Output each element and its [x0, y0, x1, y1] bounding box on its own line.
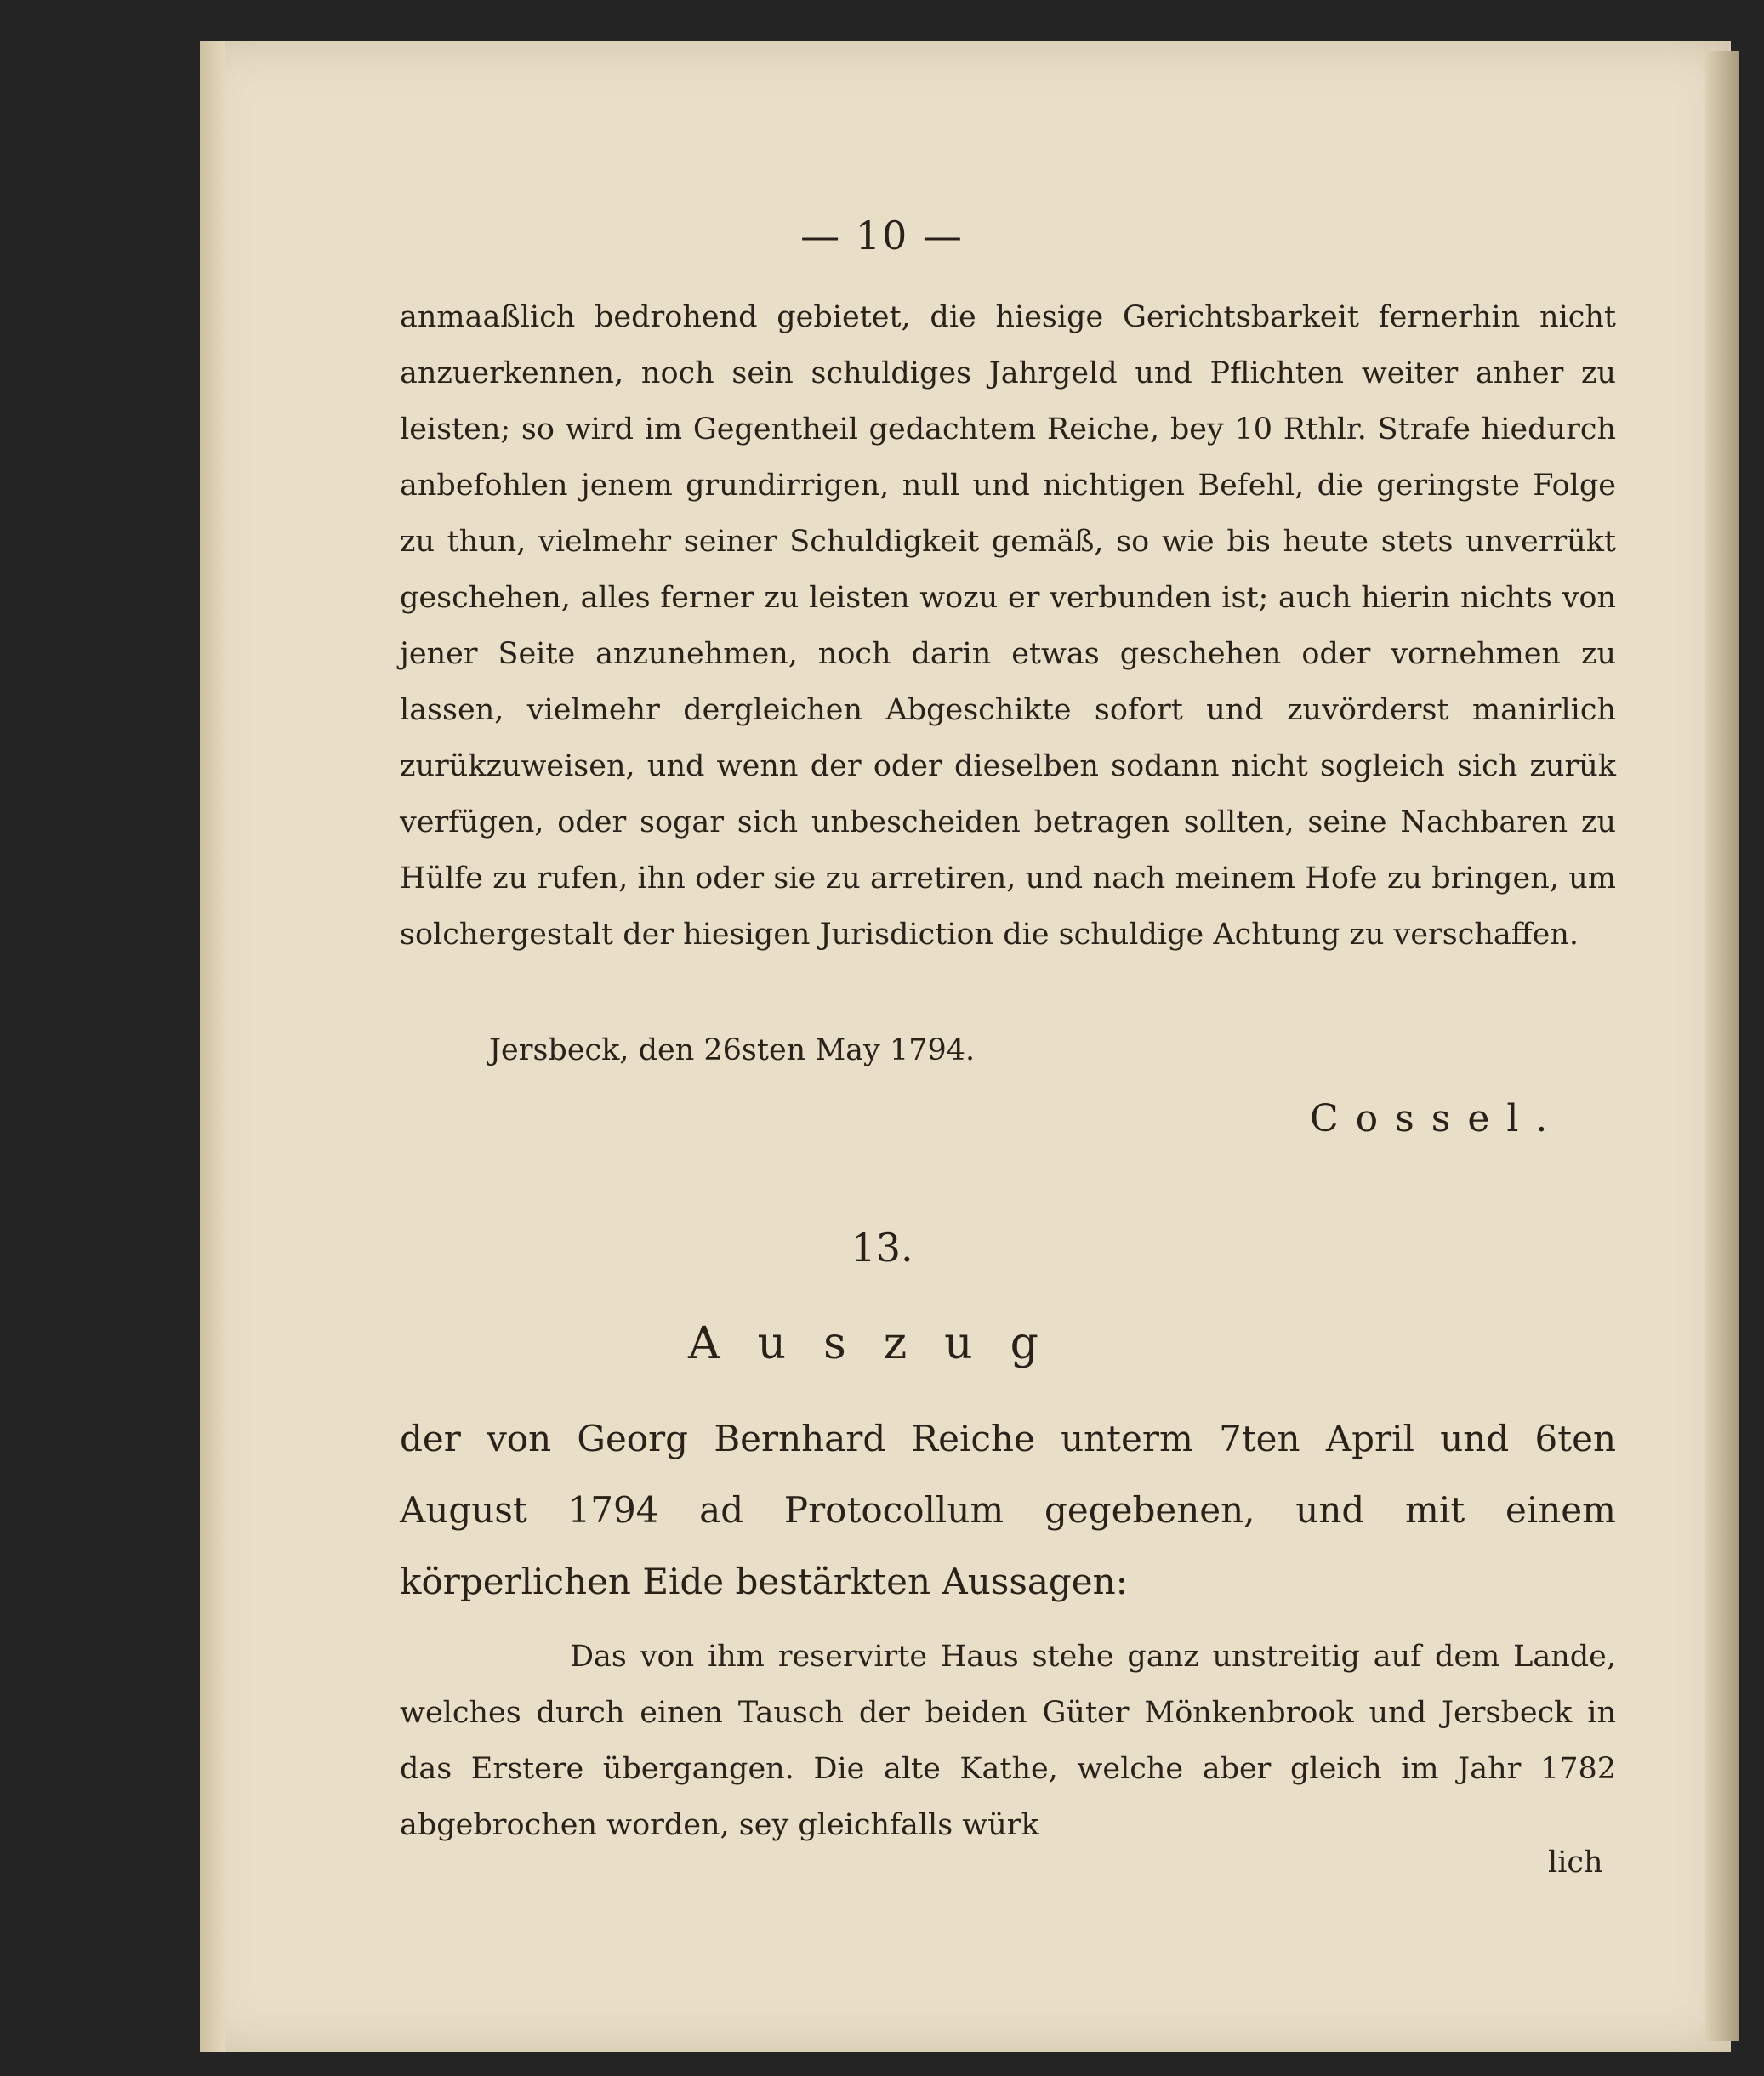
page-edge [1705, 51, 1739, 2041]
page-number: — 10 — [800, 213, 964, 259]
paragraph-ordinance: anmaaßlich bedrohend gebietet, die hiesige Gerichtsbarkeit fernerhin nicht anzuerkennen, noch sein schuldiges Jahrgeld und Pflichten weiter anher zu leisten; so wird im Gegentheil gedachtem Reiche, bey 10 Rthlr. Strafe hiedurch anbefohlen jenem grundirrigen, null und nichtigen Befehl, die geringste Folge zu thun, vielmehr seiner Schuldigkeit gemäß, so wie bis heute stets unverrükt geschehen, alles ferner zu leisten wozu er verbunden ist; auch hierin nichts von jener Seite anzunehmen, noch darin etwas geschehen oder vornehmen zu lassen, vielmehr dergleichen Abgeschikte sofort und zuvörderst manirlich zurükzuweisen, und wenn der oder dieselben sodann nicht sogleich sich zurük verfügen, oder sogar sich unbescheiden betragen sollten, seine Nachbaren zu Hülfe zu rufen, ihn oder sie zu arretiren, und nach meinem Hofe zu bringen, um solchergestalt der hiesigen Jurisdiction die schuldige Achtung zu verschaffen. [400, 300, 1616, 952]
section-number: 13. [851, 1225, 913, 1271]
page-gutter [200, 41, 225, 2052]
catchword: lich [1548, 1846, 1603, 1880]
place-date-line: Jersbeck, den 26sten May 1794. [489, 1033, 976, 1067]
section-title: Auszug [688, 1318, 1076, 1369]
paragraph-testimony: Das von ihm reservirte Haus stehe ganz unstreitig auf dem Lande, welches durch einen Tausch der beiden Güter Mönkenbrook und Jersbeck in das Erstere übergangen. Die alte Kathe, welche aber gleich im Jahr 1782 abgebrochen worden, sey gleichfalls würk [400, 1640, 1616, 1842]
section-subtitle: der von Georg Bernhard Reiche unterm 7ten April und 6ten August 1794 ad Protocollum gegebenen, und mit einem körperlichen Eide bestärkten Aussagen: [400, 1418, 1616, 1602]
signature: Cossel. [1310, 1097, 1565, 1140]
